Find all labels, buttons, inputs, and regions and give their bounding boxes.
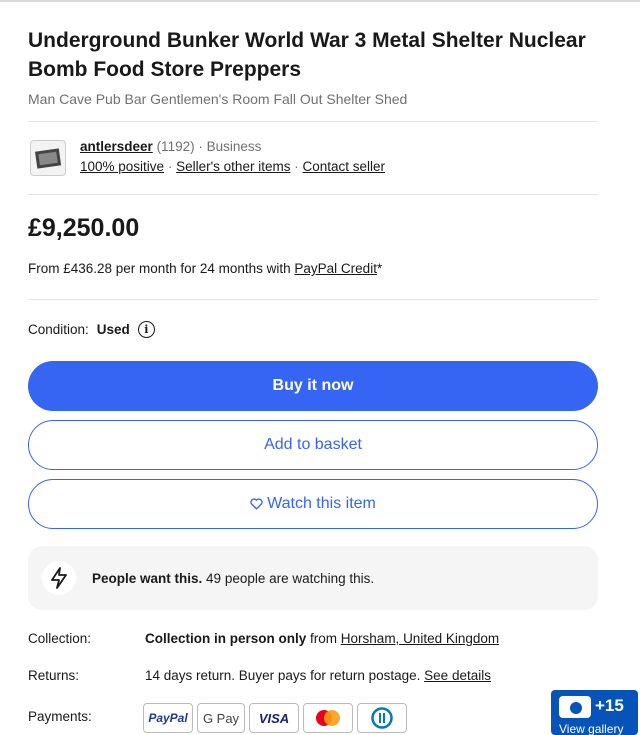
returns-label: Returns: [28,668,80,683]
lightning-icon [42,561,76,595]
collection-location-link[interactable]: Horsham, United Kingdom [340,631,500,646]
payments-label: Payments: [28,709,92,724]
seller-type: Business [206,139,262,154]
separator: · [198,139,207,154]
condition-value: Used [96,322,130,337]
seller-other-items-link[interactable]: Seller's other items [176,159,291,174]
finance-text: From £436.28 per month for 24 months with [28,261,291,276]
collection-from: from [310,631,338,646]
divider [28,121,598,122]
separator: · [294,159,303,174]
payment-methods [143,703,407,733]
camera-icon [559,696,591,718]
seller-name-link[interactable]: antlersdeer [80,139,153,154]
contact-seller-link[interactable]: Contact seller [302,159,386,174]
watchers-notice [28,546,598,610]
listing-subtitle: Man Cave Pub Bar Gentlemen's Room Fall Out Shelter Shed [28,91,408,107]
paypal-credit-link[interactable]: PayPal Credit [294,261,377,276]
notice-detail: 49 people are watching this. [206,570,375,586]
top-border [0,0,640,2]
visa-icon: VISA [249,703,299,733]
diners-club-icon [357,703,407,733]
gallery-count: +15 [595,696,624,715]
price: £9,250.00 [28,214,140,242]
positive-feedback-link[interactable]: 100% positive [80,159,165,174]
see-details-link[interactable]: See details [424,668,491,683]
collection-method: Collection in person only [145,631,307,646]
paypal-icon: PayPal [143,703,193,733]
seller-avatar[interactable] [30,140,66,176]
view-gallery-button[interactable] [551,690,638,735]
divider [28,299,598,300]
separator: · [167,159,177,174]
condition-label: Condition: [28,322,89,337]
finance-asterisk: * [376,261,383,276]
notice-bold: People want this. [92,570,203,586]
watch-item-label: Watch this item [267,495,376,512]
seller-name-row [80,139,261,154]
seller-feedback-count: (1192) [156,139,195,154]
watch-item-button[interactable] [28,479,598,529]
seller-links [80,159,385,174]
returns-text: 14 days return. Buyer pays for return postage. [145,668,421,683]
collection-value [145,631,499,646]
google-pay-icon: G Pay [197,703,245,733]
buy-it-now-button[interactable]: Buy it now [28,361,598,411]
finance-offer [28,261,382,276]
add-to-basket-button[interactable]: Add to basket [28,420,598,470]
condition-row [28,321,155,338]
heart-icon [250,498,263,510]
mastercard-icon [303,703,353,733]
collection-label: Collection: [28,631,92,646]
notice-text [92,571,374,586]
returns-value [145,668,491,683]
divider [28,194,598,195]
gallery-label: View gallery [559,722,624,735]
info-icon[interactable]: i [138,321,155,338]
seller-info [28,138,598,182]
listing-title: Underground Bunker World War 3 Metal Shelter Nuclear Bomb Food Store Preppers [28,29,586,81]
